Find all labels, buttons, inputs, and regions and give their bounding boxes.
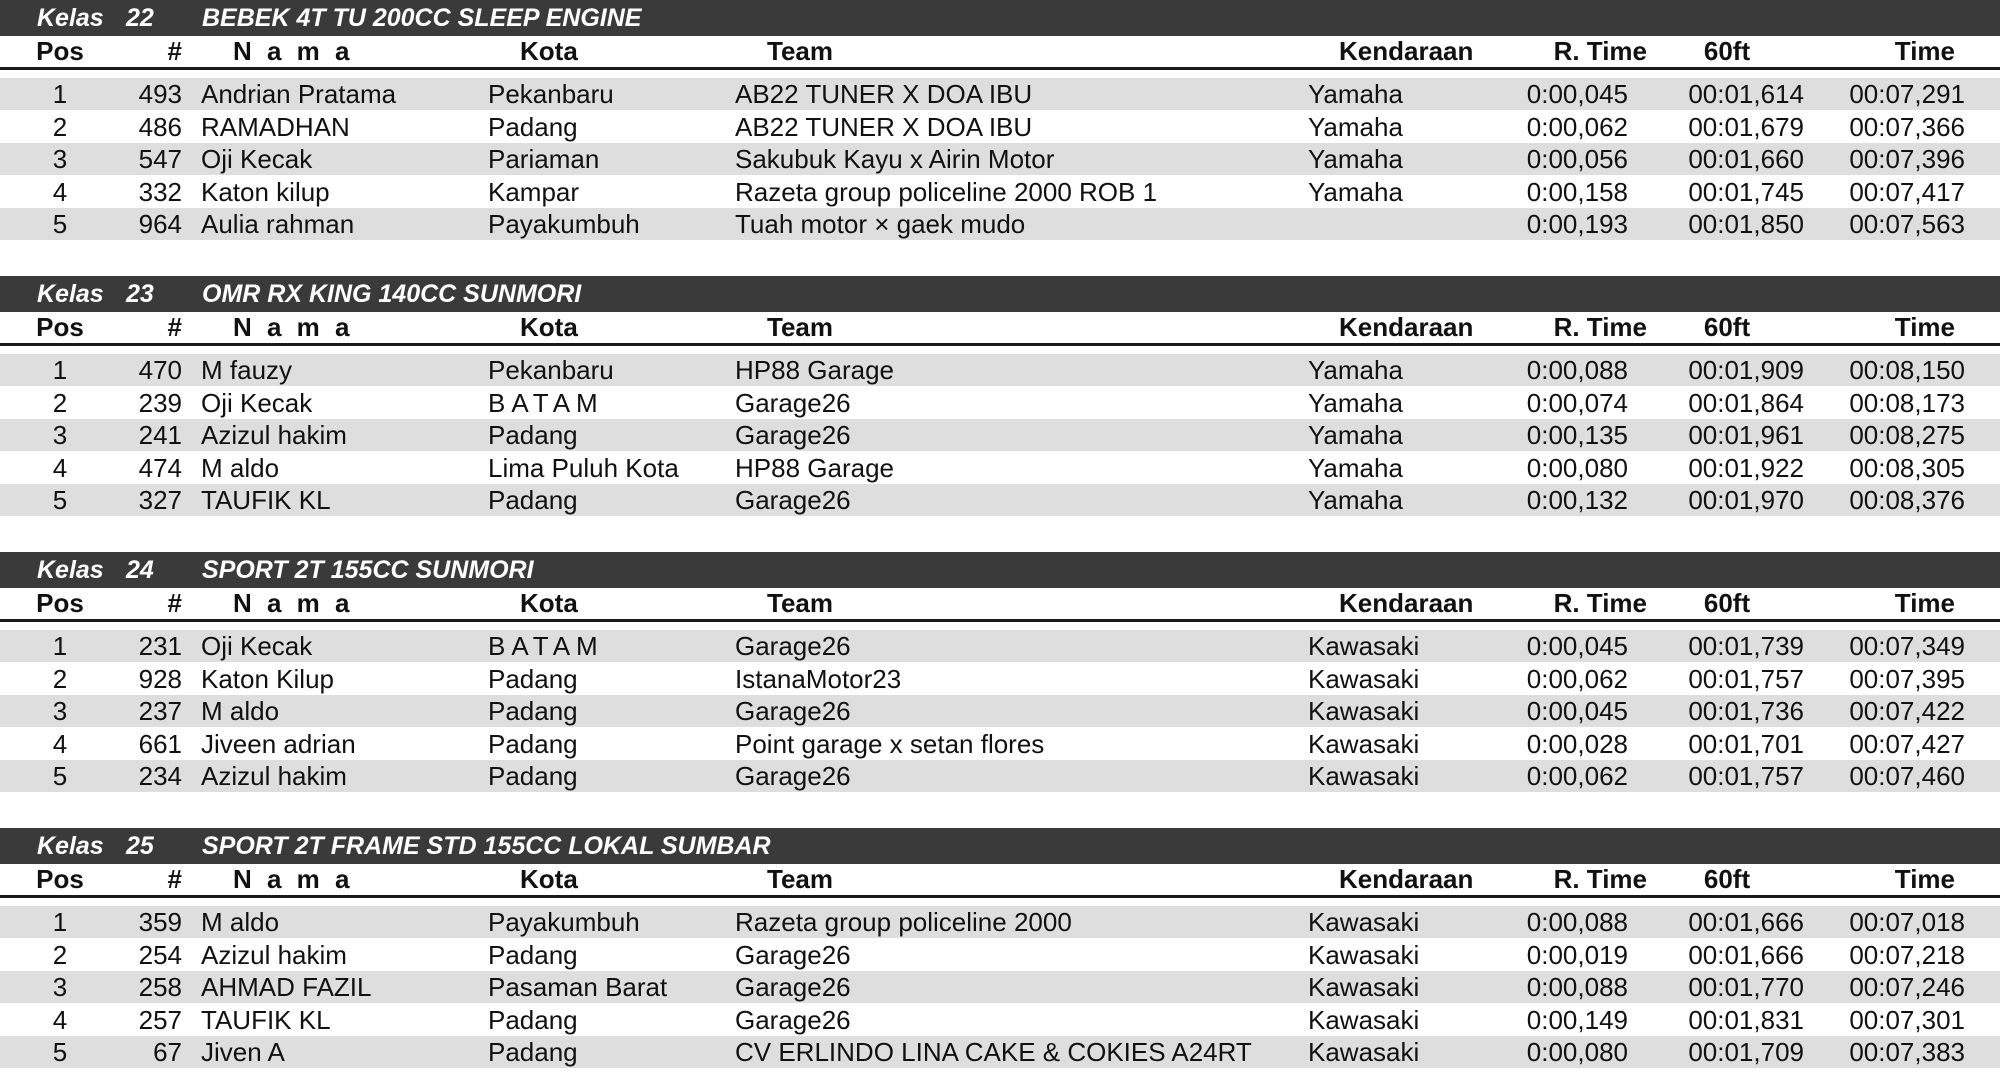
cell-time: 00:07,366	[1849, 111, 1965, 142]
cell-number: 327	[138, 485, 182, 515]
cell-kota: Padang	[488, 663, 578, 694]
kelas-label: Kelas	[37, 280, 104, 308]
cell-nama: M fauzy	[201, 355, 293, 385]
kelas-number: 25	[126, 832, 154, 860]
col-header-nama: N a m a	[233, 864, 354, 894]
cell-pos: 2	[52, 387, 68, 418]
cell-team: Tuah motor × gaek mudo	[735, 209, 1026, 239]
kelas-header	[0, 0, 2000, 36]
cell-kota: Padang	[488, 728, 578, 759]
col-header-number: #	[167, 312, 182, 342]
cell-rtime: 0:00,045	[1526, 631, 1628, 661]
cell-time: 00:08,376	[1849, 485, 1965, 515]
header-divider	[0, 619, 2000, 622]
result-row	[0, 208, 2000, 240]
kelas-block-22	[0, 0, 2000, 246]
kelas-header	[0, 828, 2000, 864]
col-header-time: Time	[1894, 312, 1955, 342]
cell-nama: Azizul hakim	[201, 420, 347, 450]
result-row	[0, 728, 2000, 760]
cell-time: 00:07,460	[1849, 761, 1965, 791]
cell-60ft: 00:01,666	[1688, 939, 1804, 970]
cell-rtime: 0:00,074	[1526, 387, 1628, 418]
cell-kota: Pasaman Barat	[488, 972, 668, 1002]
col-header-kendaraan: Kendaraan	[1339, 864, 1474, 894]
col-header-team: Team	[767, 864, 833, 894]
cell-team: Garage26	[735, 972, 851, 1002]
cell-kota: Padang	[488, 420, 578, 450]
column-header-row	[0, 312, 2000, 343]
cell-pos: 4	[52, 1004, 68, 1035]
cell-nama: M aldo	[201, 696, 280, 726]
cell-time: 00:08,173	[1849, 387, 1965, 418]
cell-kendaraan: Yamaha	[1308, 387, 1403, 418]
result-row	[0, 663, 2000, 695]
cell-60ft: 00:01,709	[1688, 1037, 1804, 1067]
result-row	[0, 387, 2000, 419]
col-header-pos: Pos	[36, 312, 84, 342]
cell-kota: BATAM	[488, 631, 604, 661]
cell-nama: RAMADHAN	[201, 111, 350, 142]
cell-team: Point garage x setan flores	[735, 728, 1045, 759]
col-header-number: #	[167, 36, 182, 66]
cell-60ft: 00:01,922	[1688, 452, 1804, 483]
col-header-time: Time	[1894, 588, 1955, 618]
cell-kendaraan: Yamaha	[1308, 176, 1403, 207]
column-header-row	[0, 864, 2000, 895]
cell-pos: 1	[52, 79, 68, 109]
result-row	[0, 630, 2000, 662]
cell-time: 00:08,150	[1849, 355, 1965, 385]
col-header-kota: Kota	[520, 36, 578, 66]
cell-rtime: 0:00,088	[1526, 907, 1628, 937]
cell-nama: TAUFIK KL	[201, 1004, 331, 1035]
cell-number: 231	[138, 631, 182, 661]
cell-team: IstanaMotor23	[735, 663, 902, 694]
cell-kendaraan: Yamaha	[1308, 111, 1403, 142]
cell-60ft: 00:01,666	[1688, 907, 1804, 937]
cell-pos: 4	[52, 452, 68, 483]
cell-kota: Padang	[488, 1004, 578, 1035]
cell-time: 00:07,301	[1849, 1004, 1965, 1035]
cell-team: Razeta group policeline 2000	[735, 907, 1072, 937]
cell-nama: Andrian Pratama	[201, 79, 397, 109]
kelas-title: SPORT 2T 155CC SUNMORI	[202, 556, 534, 584]
cell-number: 493	[138, 79, 182, 109]
result-row	[0, 695, 2000, 727]
cell-pos: 5	[52, 209, 68, 239]
cell-team: Garage26	[735, 387, 851, 418]
result-row	[0, 78, 2000, 110]
cell-kendaraan: Yamaha	[1308, 144, 1403, 174]
cell-team: Garage26	[735, 696, 851, 726]
col-header-kota: Kota	[520, 312, 578, 342]
result-row	[0, 971, 2000, 1003]
col-header-rtime: R. Time	[1553, 312, 1647, 342]
result-row	[0, 906, 2000, 938]
cell-rtime: 0:00,080	[1526, 452, 1628, 483]
cell-number: 239	[138, 387, 182, 418]
cell-60ft: 00:01,660	[1688, 144, 1804, 174]
cell-pos: 2	[52, 663, 68, 694]
kelas-label: Kelas	[37, 556, 104, 584]
cell-nama: Jiveen adrian	[201, 728, 356, 759]
cell-number: 661	[138, 728, 182, 759]
cell-kota: Pekanbaru	[488, 355, 614, 385]
col-header-time: Time	[1894, 864, 1955, 894]
col-header-60ft: 60ft	[1703, 312, 1751, 342]
cell-rtime: 0:00,080	[1526, 1037, 1628, 1067]
cell-pos: 5	[52, 761, 68, 791]
header-divider	[0, 67, 2000, 70]
cell-kendaraan: Kawasaki	[1308, 761, 1420, 791]
col-header-number: #	[167, 588, 182, 618]
cell-team: Garage26	[735, 485, 851, 515]
cell-60ft: 00:01,679	[1688, 111, 1804, 142]
cell-time: 00:07,246	[1849, 972, 1965, 1002]
cell-60ft: 00:01,850	[1688, 209, 1804, 239]
cell-time: 00:08,305	[1849, 452, 1965, 483]
cell-time: 00:08,275	[1849, 420, 1965, 450]
kelas-label: Kelas	[37, 4, 104, 32]
col-header-kendaraan: Kendaraan	[1339, 312, 1474, 342]
cell-kota: Pariaman	[488, 144, 600, 174]
cell-nama: M aldo	[201, 907, 280, 937]
cell-pos: 5	[52, 485, 68, 515]
col-header-nama: N a m a	[233, 588, 354, 618]
col-header-kendaraan: Kendaraan	[1339, 588, 1474, 618]
cell-nama: AHMAD FAZIL	[201, 972, 372, 1002]
col-header-team: Team	[767, 588, 833, 618]
header-divider	[0, 895, 2000, 898]
cell-number: 241	[138, 420, 182, 450]
col-header-rtime: R. Time	[1553, 588, 1647, 618]
cell-number: 928	[138, 663, 182, 694]
header-divider	[0, 343, 2000, 346]
cell-number: 67	[153, 1037, 182, 1067]
cell-60ft: 00:01,961	[1688, 420, 1804, 450]
cell-number: 257	[138, 1004, 182, 1035]
col-header-60ft: 60ft	[1703, 588, 1751, 618]
cell-time: 00:07,396	[1849, 144, 1965, 174]
result-row	[0, 111, 2000, 143]
cell-kota: Padang	[488, 1037, 578, 1067]
result-row	[0, 1004, 2000, 1036]
cell-60ft: 00:01,831	[1688, 1004, 1804, 1035]
cell-kendaraan: Kawasaki	[1308, 939, 1420, 970]
cell-pos: 3	[52, 972, 68, 1002]
cell-kendaraan: Yamaha	[1308, 420, 1403, 450]
cell-rtime: 0:00,045	[1526, 79, 1628, 109]
cell-60ft: 00:01,614	[1688, 79, 1804, 109]
cell-pos: 2	[52, 939, 68, 970]
cell-nama: Azizul hakim	[201, 939, 347, 970]
cell-number: 258	[138, 972, 182, 1002]
cell-team: HP88 Garage	[735, 355, 894, 385]
kelas-number: 22	[126, 4, 154, 32]
cell-team: AB22 TUNER X DOA IBU	[735, 111, 1033, 142]
cell-60ft: 00:01,745	[1688, 176, 1804, 207]
cell-team: CV ERLINDO LINA CAKE & COKIES A24RT	[735, 1037, 1252, 1067]
cell-pos: 5	[52, 1037, 68, 1067]
result-row	[0, 939, 2000, 971]
cell-60ft: 00:01,736	[1688, 696, 1804, 726]
cell-kota: Payakumbuh	[488, 209, 640, 239]
col-header-team: Team	[767, 312, 833, 342]
cell-team: Garage26	[735, 631, 851, 661]
col-header-kota: Kota	[520, 864, 578, 894]
result-row	[0, 452, 2000, 484]
cell-number: 237	[138, 696, 182, 726]
kelas-block-24	[0, 552, 2000, 798]
cell-60ft: 00:01,757	[1688, 663, 1804, 694]
cell-rtime: 0:00,132	[1526, 485, 1628, 515]
cell-kendaraan: Kawasaki	[1308, 663, 1420, 694]
cell-pos: 4	[52, 728, 68, 759]
col-header-team: Team	[767, 36, 833, 66]
result-row	[0, 143, 2000, 175]
col-header-time: Time	[1894, 36, 1955, 66]
kelas-block-25	[0, 828, 2000, 1074]
cell-rtime: 0:00,062	[1526, 761, 1628, 791]
cell-kendaraan: Kawasaki	[1308, 1004, 1420, 1035]
cell-time: 00:07,291	[1849, 79, 1965, 109]
cell-60ft: 00:01,770	[1688, 972, 1804, 1002]
cell-60ft: 00:01,701	[1688, 728, 1804, 759]
cell-kendaraan: Yamaha	[1308, 355, 1403, 385]
cell-number: 486	[138, 111, 182, 142]
kelas-label: Kelas	[37, 832, 104, 860]
kelas-title: BEBEK 4T TU 200CC SLEEP ENGINE	[202, 4, 642, 32]
cell-time: 00:07,349	[1849, 631, 1965, 661]
cell-time: 00:07,383	[1849, 1037, 1965, 1067]
cell-pos: 1	[52, 907, 68, 937]
cell-60ft: 00:01,739	[1688, 631, 1804, 661]
cell-time: 00:07,563	[1849, 209, 1965, 239]
cell-team: Garage26	[735, 761, 851, 791]
cell-rtime: 0:00,019	[1526, 939, 1628, 970]
column-header-row	[0, 588, 2000, 619]
result-row	[0, 419, 2000, 451]
col-header-nama: N a m a	[233, 312, 354, 342]
column-header-row	[0, 36, 2000, 67]
cell-team: Garage26	[735, 939, 851, 970]
cell-nama: Oji Kecak	[201, 631, 313, 661]
cell-rtime: 0:00,149	[1526, 1004, 1628, 1035]
cell-number: 964	[138, 209, 182, 239]
cell-pos: 2	[52, 111, 68, 142]
cell-rtime: 0:00,193	[1526, 209, 1628, 239]
cell-pos: 4	[52, 176, 68, 207]
cell-nama: Oji Kecak	[201, 387, 313, 418]
kelas-block-23	[0, 276, 2000, 522]
cell-rtime: 0:00,158	[1526, 176, 1628, 207]
cell-kota: Padang	[488, 696, 578, 726]
col-header-pos: Pos	[36, 864, 84, 894]
cell-60ft: 00:01,864	[1688, 387, 1804, 418]
cell-rtime: 0:00,088	[1526, 355, 1628, 385]
result-row	[0, 484, 2000, 516]
col-header-kota: Kota	[520, 588, 578, 618]
cell-kota: BATAM	[488, 387, 604, 418]
cell-time: 00:07,422	[1849, 696, 1965, 726]
cell-nama: Azizul hakim	[201, 761, 347, 791]
result-row	[0, 176, 2000, 208]
cell-kendaraan: Kawasaki	[1308, 972, 1420, 1002]
cell-number: 470	[138, 355, 182, 385]
cell-number: 474	[138, 452, 182, 483]
kelas-title: SPORT 2T FRAME STD 155CC LOKAL SUMBAR	[202, 832, 771, 860]
col-header-60ft: 60ft	[1703, 36, 1751, 66]
cell-nama: M aldo	[201, 452, 280, 483]
cell-number: 547	[138, 144, 182, 174]
col-header-pos: Pos	[36, 36, 84, 66]
cell-60ft: 00:01,970	[1688, 485, 1804, 515]
kelas-number: 24	[126, 556, 154, 584]
cell-nama: Aulia rahman	[201, 209, 355, 239]
cell-nama: Katon kilup	[201, 176, 330, 207]
col-header-60ft: 60ft	[1703, 864, 1751, 894]
cell-pos: 3	[52, 696, 68, 726]
cell-kota: Padang	[488, 485, 578, 515]
cell-team: AB22 TUNER X DOA IBU	[735, 79, 1033, 109]
cell-rtime: 0:00,045	[1526, 696, 1628, 726]
cell-pos: 3	[52, 144, 68, 174]
cell-nama: Jiven A	[201, 1037, 285, 1067]
cell-kendaraan: Yamaha	[1308, 485, 1403, 515]
cell-number: 359	[138, 907, 182, 937]
cell-time: 00:07,018	[1849, 907, 1965, 937]
cell-nama: Oji Kecak	[201, 144, 313, 174]
cell-number: 234	[138, 761, 182, 791]
cell-pos: 1	[52, 355, 68, 385]
cell-kota: Padang	[488, 939, 578, 970]
col-header-rtime: R. Time	[1553, 864, 1647, 894]
kelas-title: OMR RX KING 140CC SUNMORI	[202, 280, 582, 308]
cell-team: Razeta group policeline 2000 ROB 1	[735, 176, 1158, 207]
cell-kota: Padang	[488, 761, 578, 791]
col-header-nama: N a m a	[233, 36, 354, 66]
cell-team: Sakubuk Kayu x Airin Motor	[735, 144, 1055, 174]
cell-rtime: 0:00,088	[1526, 972, 1628, 1002]
col-header-pos: Pos	[36, 588, 84, 618]
cell-rtime: 0:00,028	[1526, 728, 1628, 759]
cell-kendaraan: Kawasaki	[1308, 728, 1420, 759]
cell-nama: Katon Kilup	[201, 663, 334, 694]
cell-team: Garage26	[735, 1004, 851, 1035]
kelas-header	[0, 552, 2000, 588]
col-header-rtime: R. Time	[1553, 36, 1647, 66]
cell-rtime: 0:00,056	[1526, 144, 1628, 174]
cell-kendaraan: Kawasaki	[1308, 696, 1420, 726]
result-row	[0, 760, 2000, 792]
cell-time: 00:07,417	[1849, 176, 1965, 207]
cell-time: 00:07,395	[1849, 663, 1965, 694]
kelas-header	[0, 276, 2000, 312]
cell-kota: Lima Puluh Kota	[488, 452, 679, 483]
cell-pos: 1	[52, 631, 68, 661]
cell-pos: 3	[52, 420, 68, 450]
cell-team: HP88 Garage	[735, 452, 894, 483]
cell-nama: TAUFIK KL	[201, 485, 331, 515]
cell-rtime: 0:00,062	[1526, 111, 1628, 142]
cell-rtime: 0:00,062	[1526, 663, 1628, 694]
cell-number: 254	[138, 939, 182, 970]
cell-kendaraan: Kawasaki	[1308, 907, 1420, 937]
cell-time: 00:07,427	[1849, 728, 1965, 759]
cell-rtime: 0:00,135	[1526, 420, 1628, 450]
result-row	[0, 354, 2000, 386]
cell-kota: Pekanbaru	[488, 79, 614, 109]
result-row	[0, 1036, 2000, 1068]
cell-kendaraan: Yamaha	[1308, 79, 1403, 109]
cell-team: Garage26	[735, 420, 851, 450]
col-header-kendaraan: Kendaraan	[1339, 36, 1474, 66]
cell-number: 332	[138, 176, 182, 207]
cell-time: 00:07,218	[1849, 939, 1965, 970]
cell-60ft: 00:01,909	[1688, 355, 1804, 385]
cell-kendaraan: Yamaha	[1308, 452, 1403, 483]
cell-kendaraan: Kawasaki	[1308, 1037, 1420, 1067]
cell-kota: Payakumbuh	[488, 907, 640, 937]
col-header-number: #	[167, 864, 182, 894]
cell-kota: Padang	[488, 111, 578, 142]
kelas-number: 23	[126, 280, 154, 308]
cell-kendaraan: Kawasaki	[1308, 631, 1420, 661]
cell-kota: Kampar	[488, 176, 580, 207]
cell-60ft: 00:01,757	[1688, 761, 1804, 791]
